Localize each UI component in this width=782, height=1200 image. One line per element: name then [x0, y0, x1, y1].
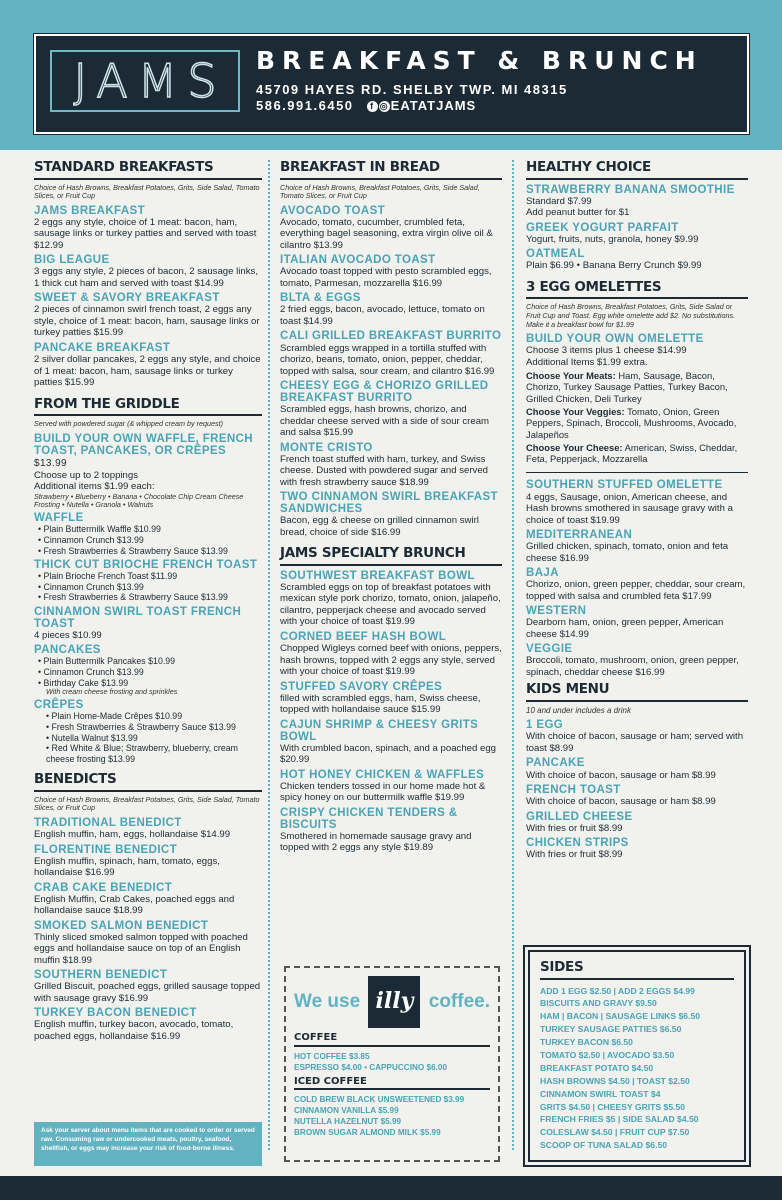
- item-desc: Plain $6.99 • Banana Berry Crunch $9.99: [526, 260, 702, 272]
- side-line: FRENCH FRIES $5 | SIDE SALAD $4.50: [540, 1114, 699, 1125]
- item-desc: Yogurt, fruits, nuts, granola, honey $9.99: [526, 233, 699, 245]
- section-title: JAMS SPECIALTY BRUNCH: [280, 546, 502, 566]
- item-desc: 2 pieces of cinnamon swirl french toast, 2 eggs any style, choice of 1 meat: bacon, ham, sausage links or turkey patties $15.99: [34, 304, 260, 339]
- section-title: FROM THE GRIDDLE: [34, 397, 262, 417]
- item-price: $13.99: [34, 457, 67, 469]
- item-desc: Chicken tenders tossed in our home made hot & spicy honey on our buttermilk waffle $19.99: [280, 780, 486, 804]
- item-name: SWEET & SAVORY BREAKFAST: [34, 292, 220, 305]
- item-name: CALI GRILLED BREAKFAST BURRITO: [280, 330, 502, 343]
- item-desc: Additional items $1.99 each:: [34, 481, 155, 493]
- side-line: ADD 1 EGG $2.50 | ADD 2 EGGS $4.99: [540, 985, 695, 996]
- menu-item: [34, 817, 262, 841]
- menu-item: [34, 920, 262, 967]
- side-line: SCOOP OF TUNA SALAD $6.50: [540, 1140, 668, 1151]
- item-name: TWO CINNAMON SWIRL BREAKFAST SANDWICHES: [280, 491, 498, 516]
- coffee-line: ESPRESSO $4.00 • CAPPUCCINO $6.00: [294, 1062, 448, 1072]
- menu-item: [34, 844, 262, 879]
- menu-item: [280, 254, 502, 289]
- menu-item: [526, 784, 748, 808]
- item-name: FLORENTINE BENEDICT: [34, 843, 178, 856]
- side-line: CINNAMON SWIRL TOAST $4: [540, 1088, 661, 1099]
- phone-number: 586.991.6450: [256, 98, 354, 113]
- illy-logo-text: illy: [375, 988, 414, 1015]
- item-desc: Standard $7.99: [526, 195, 592, 207]
- item-desc: Thinly sliced smoked salmon topped with poached eggs and hollandaise sauce on top of an English muffin $18.99: [34, 931, 248, 966]
- item-name: PANCAKE BREAKFAST: [34, 341, 171, 354]
- item-name: WAFFLE: [34, 512, 84, 525]
- column-divider: [268, 160, 270, 1150]
- sides-box: [528, 950, 746, 1162]
- divider: [526, 472, 748, 473]
- item-desc: English muffin, turkey bacon, avocado, tomato, poached eggs, hollandaise $16.99: [34, 1019, 234, 1042]
- section-note: 10 and under includes a drink: [526, 705, 631, 715]
- menu-item: [280, 570, 502, 628]
- item-name: STUFFED SAVORY CRÊPES: [280, 680, 443, 693]
- menu-item: [280, 380, 502, 439]
- item-name: TURKEY BACON BENEDICT: [34, 1007, 197, 1020]
- section-note: Choice of Hash Browns, Breakfast Potatoes, Grits, Side Salad, Tomato Slices, or Fruit Cup: [34, 794, 260, 813]
- menu-item: [526, 479, 748, 526]
- item-name: THICK CUT BRIOCHE FRENCH TOAST: [34, 559, 258, 572]
- section-note: Served with powdered sugar (& whipped cream by request): [34, 419, 223, 429]
- menu-item: [526, 811, 748, 835]
- menu-item: [280, 769, 502, 804]
- item-desc: Scrambled eggs wrapped in a tortilla stuffed with chorizo, beans, tomato, onion, pepper, cheddar, topped with salsa, sour cream, and cilantro $16.99: [280, 342, 495, 377]
- item-name-text: BUILD YOUR OWN WAFFLE, FRENCH TOAST, PANCAKES, OR CRÊPES: [34, 432, 254, 457]
- item-desc: English muffin, spinach, ham, tomato, eggs, hollandaise $16.99: [34, 855, 220, 879]
- item-desc: Scrambled eggs on top of breakfast potatoes with mexican style pork chorizo, tomato, onion, jalapeño, cilantro, pepperjack cheese and avocado served with your choice of toast $19.99: [280, 581, 501, 628]
- item-name: GRILLED CHEESE: [526, 810, 633, 823]
- menu-item: [280, 491, 502, 538]
- item-name: CRÊPES: [34, 699, 84, 712]
- column-right: [526, 160, 748, 864]
- menu-item: [34, 205, 262, 252]
- menu-item: [34, 699, 262, 764]
- jams-logo: [50, 50, 240, 112]
- side-line: TURKEY SAUSAGE PATTIES $6.50: [540, 1024, 682, 1035]
- item-desc: Dearborn ham, onion, green pepper, American cheese $14.99: [526, 617, 724, 640]
- section-title: STANDARD BREAKFASTS: [34, 160, 262, 180]
- item-desc: Grilled Biscuit, poached eggs, grilled sausage topped with sausage gravy $16.99: [34, 981, 261, 1004]
- header-band: [0, 0, 782, 150]
- item-desc: English muffin, ham, eggs, hollandaise $14.99: [34, 829, 231, 841]
- item-desc: Additional Items $1.99 extra.: [526, 356, 648, 368]
- menu-item: [34, 292, 262, 339]
- menu-item: [34, 969, 262, 1004]
- item-desc: filled with scrambled eggs, ham, Swiss cheese, topped with hollandaise sauce $15.99: [280, 692, 481, 716]
- item-name: CHEESY EGG & CHORIZO GRILLED BREAKFAST BURRITO: [280, 380, 489, 405]
- coffee-section-title: COFFEE: [294, 1032, 490, 1047]
- menu-item: [526, 643, 748, 678]
- menu-item: [34, 254, 262, 289]
- contact-line: [256, 98, 476, 113]
- header-box: [34, 34, 749, 134]
- menu-item: [526, 184, 748, 219]
- footer-band: [0, 1176, 782, 1200]
- option-line: • Birthday Cake $13.99: [38, 677, 129, 688]
- item-name: STRAWBERRY BANANA SMOOTHIE: [526, 183, 735, 196]
- menu-item: [280, 681, 502, 716]
- item-name: CHICKEN STRIPS: [526, 837, 629, 850]
- illy-logo: [368, 976, 420, 1028]
- item-name: TRADITIONAL BENEDICT: [34, 817, 182, 829]
- item-desc: Choose up to 2 toppings: [34, 469, 139, 481]
- item-name: CINNAMON SWIRL TOAST FRENCH TOAST: [34, 605, 242, 630]
- choice-line: [526, 442, 748, 465]
- choice-text: American, Swiss, Cheddar, Feta, Pepperjack, Mozzarella: [526, 441, 738, 465]
- section-title: 3 EGG OMELETTES: [526, 280, 748, 300]
- menu-item: [34, 1007, 262, 1042]
- menu-item: [280, 292, 502, 327]
- item-desc: English Muffin, Crab Cakes, poached eggs and hollandaise sauce $18.99: [34, 893, 235, 917]
- side-line: HAM | BACON | SAUSAGE LINKS $6.50: [540, 1011, 700, 1022]
- item-name: 1 EGG: [526, 719, 564, 732]
- item-desc: With fries or fruit $8.99: [526, 849, 623, 861]
- menu-item: [280, 205, 502, 252]
- item-name: BAJA: [526, 567, 559, 580]
- coffee-line: HOT COFFEE $3.85: [294, 1051, 370, 1061]
- item-desc: Avocado, tomato, cucumber, crumbled feta, everything bagel seasoning, extra virgin olive oil & cilantro $13.99: [280, 216, 493, 251]
- option-line: • Fresh Strawberries & Strawberry Sauce $13.99: [38, 545, 228, 556]
- section-title: BENEDICTS: [34, 772, 262, 792]
- choice-label: Choose Your Veggies:: [526, 406, 625, 418]
- coffee-line: CINNAMON VANILLA $5.99: [294, 1106, 399, 1116]
- item-desc: Broccoli, tomato, mushroom, onion, green pepper, spinach, cheddar cheese $16.99: [526, 655, 739, 678]
- menu-item: [34, 606, 262, 642]
- item-name: PANCAKE: [526, 757, 585, 770]
- menu-item: [526, 222, 748, 246]
- item-name: CRAB CAKE BENEDICT: [34, 881, 173, 894]
- menu-item: [280, 807, 502, 854]
- we-use-text: We use: [294, 991, 361, 1013]
- item-name: GREEK YOGURT PARFAIT: [526, 221, 679, 234]
- option-line: • Cinnamon Crunch $13.99: [38, 667, 144, 678]
- side-line: GRITS $4.50 | CHEESY GRITS $5.50: [540, 1101, 686, 1112]
- item-desc: Smothered in homemade sausage gravy and topped with 2 eggs any style $19.89: [280, 830, 472, 854]
- option-line: • Plain Buttermilk Waffle $10.99: [38, 524, 161, 535]
- item-desc: Grilled chicken, spinach, tomato, onion and feta cheese $16.99: [526, 541, 729, 564]
- side-line: BISCUITS AND GRAVY $9.50: [540, 998, 657, 1009]
- menu-item: [34, 512, 262, 556]
- section-note: Choice of Hash Browns, Breakfast Potatoes, Grits, Side Salad or Fruit Cup and Toast. Egg white omelette add $2. No substitutions. Make it a breakfast bowl for $1.99: [526, 302, 736, 329]
- item-desc: 2 eggs any style, choice of 1 meat: bacon, ham, sausage links or turkey patties and served with toast $12.99: [34, 216, 257, 251]
- food-safety-warning: Ask your server about menu items that are cooked to order or served raw. Consuming raw or undercooked meats, poultry, seafood, shellfish, or eggs may increase your risk of food-borne illness.: [34, 1122, 262, 1166]
- section-title: BREAKFAST IN BREAD: [280, 160, 502, 180]
- menu-item: [526, 605, 748, 640]
- choice-label: Choose Your Meats:: [526, 370, 616, 382]
- option-line: • Cinnamon Crunch $13.99: [38, 581, 144, 592]
- menu-item: [280, 631, 502, 678]
- menu-item: [280, 719, 502, 766]
- coffee-line: COLD BREW BLACK UNSWEETENED $3.99: [294, 1095, 465, 1105]
- option-note: With cream cheese frosting and sprinkles: [46, 687, 178, 697]
- side-line: TOMATO $2.50 | AVOCADO $3.50: [540, 1049, 675, 1060]
- item-desc: 4 pieces $10.99: [34, 629, 102, 641]
- side-line: COLESLAW $4.50 | FRUIT CUP $7.50: [540, 1127, 690, 1138]
- item-desc: With fries or fruit $8.99: [526, 822, 623, 834]
- item-desc: Bacon, egg & cheese on grilled cinnamon swirl bread, choice of side $16.99: [280, 515, 479, 538]
- column-middle: [280, 160, 502, 857]
- item-desc: Choose 3 items plus 1 cheese $14.99: [526, 345, 687, 357]
- coffee-line: NUTELLA HAZELNUT $5.99: [294, 1117, 402, 1127]
- item-name: AVOCADO TOAST: [280, 204, 386, 217]
- menu-item: [280, 442, 502, 489]
- item-desc: 3 eggs any style, 2 pieces of bacon, 2 sausage links, 1 thick cut ham and served with toast $14.99: [34, 266, 258, 289]
- item-desc: Avocado toast topped with pesto scrambled eggs, tomato, Parmesan, mozzarella $16.99: [280, 266, 492, 289]
- coffee-text: coffee.: [428, 991, 490, 1013]
- option-line: • Plain Brioche French Toast $11.99: [38, 571, 178, 582]
- facebook-icon: f: [367, 101, 378, 112]
- choice-line: [526, 406, 748, 440]
- side-line: TURKEY BACON $6.50: [540, 1037, 633, 1048]
- item-desc: Add peanut butter for $1: [526, 207, 630, 219]
- option-line: • Fresh Strawberries & Strawberry Sauce $13.99: [38, 592, 228, 603]
- choice-text: Ham, Sausage, Bacon, Chorizo, Turkey Sausage Patties, Turkey Bacon, Grilled Chicken, Deli Turkey: [526, 370, 728, 404]
- item-name: SOUTHERN STUFFED OMELETTE: [526, 479, 723, 492]
- coffee-box: [284, 966, 500, 1162]
- social-handle-group: [367, 98, 477, 113]
- menu-item: [34, 559, 262, 603]
- item-desc: 2 silver dollar pancakes, 2 eggs any style, and choice of 1 meat: bacon, ham, sausage links or turkey patties $15.99: [34, 354, 261, 389]
- menu-item: [34, 644, 262, 696]
- item-name: FRENCH TOAST: [526, 784, 621, 796]
- item-name: SOUTHWEST BREAKFAST BOWL: [280, 569, 475, 582]
- item-desc: With choice of bacon, sausage or ham $8.99: [526, 769, 716, 781]
- logo-text: JAMS: [73, 54, 227, 108]
- item-desc: With choice of bacon, sausage or ham $8.99: [526, 796, 716, 808]
- choice-text: Tomato, Onion, Green Peppers, Spinach, Broccoli, Mushrooms, Avocado, Jalapeños: [526, 406, 737, 440]
- section-title: HEALTHY CHOICE: [526, 160, 748, 180]
- item-name: OATMEAL: [526, 248, 585, 261]
- item-name: VEGGIE: [526, 643, 573, 656]
- menu-item: [526, 567, 748, 602]
- section-title: KIDS MENU: [526, 682, 748, 702]
- option-line: • Nutella Walnut $13.99: [46, 732, 138, 743]
- item-name: BUILD YOUR OWN OMELETTE: [526, 333, 704, 346]
- menu-item: [526, 757, 748, 781]
- menu-item: [526, 248, 748, 272]
- item-desc: With crumbled bacon, spinach, and a poached egg $20.99: [280, 742, 496, 766]
- section-note: Choice of Hash Browns, Breakfast Potatoes, Grits, Side Salad, Tomato Slices, or Fruit Cup: [34, 182, 260, 201]
- option-line: • Red White & Blue; Strawberry, blueberry, cream cheese frosting $13.99: [46, 743, 238, 764]
- item-desc: 4 eggs, Sausage, onion, American cheese, and Hash browns smothered in sausage gravy with a choice of toast $19.99: [526, 491, 733, 526]
- item-name: ITALIAN AVOCADO TOAST: [280, 254, 436, 267]
- item-desc: French toast stuffed with ham, turkey, and Swiss cheese. Dusted with powdered sugar and served with fresh strawberry sauce $18.99: [280, 453, 488, 488]
- menu-item: [34, 433, 262, 510]
- choice-label: Choose Your Cheese:: [526, 441, 623, 453]
- coffee-section-title: ICED COFFEE: [294, 1076, 490, 1091]
- menu-item: [34, 882, 262, 917]
- option-line: • Cinnamon Crunch $13.99: [38, 535, 144, 545]
- item-name: MONTE CRISTO: [280, 441, 373, 454]
- menu-item: [526, 333, 748, 464]
- coffee-line: BROWN SUGAR ALMOND MILK $5.99: [294, 1128, 441, 1138]
- section-title: SIDES: [540, 960, 734, 980]
- item-name: PANCAKES: [34, 644, 101, 657]
- page-title: BREAKFAST & BRUNCH: [256, 46, 703, 75]
- item-name: [34, 433, 262, 470]
- item-name: SOUTHERN BENEDICT: [34, 969, 168, 982]
- instagram-icon: ◎: [379, 101, 389, 111]
- section-note: Choice of Hash Browns, Breakfast Potatoes, Grits, Side Salad, Tomato Slices, or Fruit Cup: [280, 182, 480, 201]
- option-line: • Plain Buttermilk Pancakes $10.99: [38, 656, 176, 667]
- item-name: CAJUN SHRIMP & CHEESY GRITS BOWL: [280, 718, 479, 743]
- column-divider: [512, 160, 514, 1150]
- option-line: • Plain Home-Made Crêpes $10.99: [46, 711, 183, 722]
- address: 45709 HAYES RD. SHELBY TWP. MI 48315: [256, 82, 568, 97]
- option-line: • Fresh Strawberries & Strawberry Sauce $13.99: [46, 722, 236, 733]
- menu-item: [526, 529, 748, 564]
- toppings-list: Strawberry • Blueberry • Banana • Chocolate Chip Cream Cheese Frosting • Nutella • Granola • Walnuts: [34, 491, 244, 510]
- item-name: JAMS BREAKFAST: [34, 204, 146, 217]
- item-desc: Scrambled eggs, hash browns, chorizo, and cheddar cheese served with a side of sour cream and salsa $15.99: [280, 404, 490, 439]
- side-line: BREAKFAST POTATO $4.50: [540, 1062, 654, 1073]
- menu-item: [34, 342, 262, 389]
- item-name: CRISPY CHICKEN TENDERS & BISCUITS: [280, 806, 458, 831]
- item-desc: Chopped Wigleys corned beef with onions, peppers, hash browns, topped with 2 eggs any style, served with your choice of toast $19.99: [280, 643, 502, 677]
- item-desc: 2 fried eggs, bacon, avocado, lettuce, tomato on toast $14.99: [280, 304, 485, 327]
- item-name: BIG LEAGUE: [34, 254, 110, 267]
- item-desc: With choice of bacon, sausage or ham; served with toast $8.99: [526, 731, 744, 754]
- item-name: SMOKED SALMON BENEDICT: [34, 919, 209, 932]
- item-name: WESTERN: [526, 605, 587, 618]
- side-line: HASH BROWNS $4.50 | TOAST $2.50: [540, 1075, 690, 1086]
- menu-item: [526, 837, 748, 861]
- item-name: MEDITERRANEAN: [526, 529, 633, 542]
- menu-item: [280, 330, 502, 377]
- item-name: HOT HONEY CHICKEN & WAFFLES: [280, 768, 485, 781]
- item-name: BLTA & EGGS: [280, 292, 361, 305]
- illy-banner: [294, 976, 490, 1028]
- choice-line: [526, 370, 748, 404]
- menu-item: [526, 719, 748, 754]
- column-left: [34, 160, 262, 1045]
- item-desc: Chorizo, onion, green pepper, cheddar, sour cream, topped with salsa and crumbled feta $17.99: [526, 579, 746, 602]
- social-handle: EATATJAMS: [390, 98, 477, 113]
- item-name: CORNED BEEF HASH BOWL: [280, 630, 447, 643]
